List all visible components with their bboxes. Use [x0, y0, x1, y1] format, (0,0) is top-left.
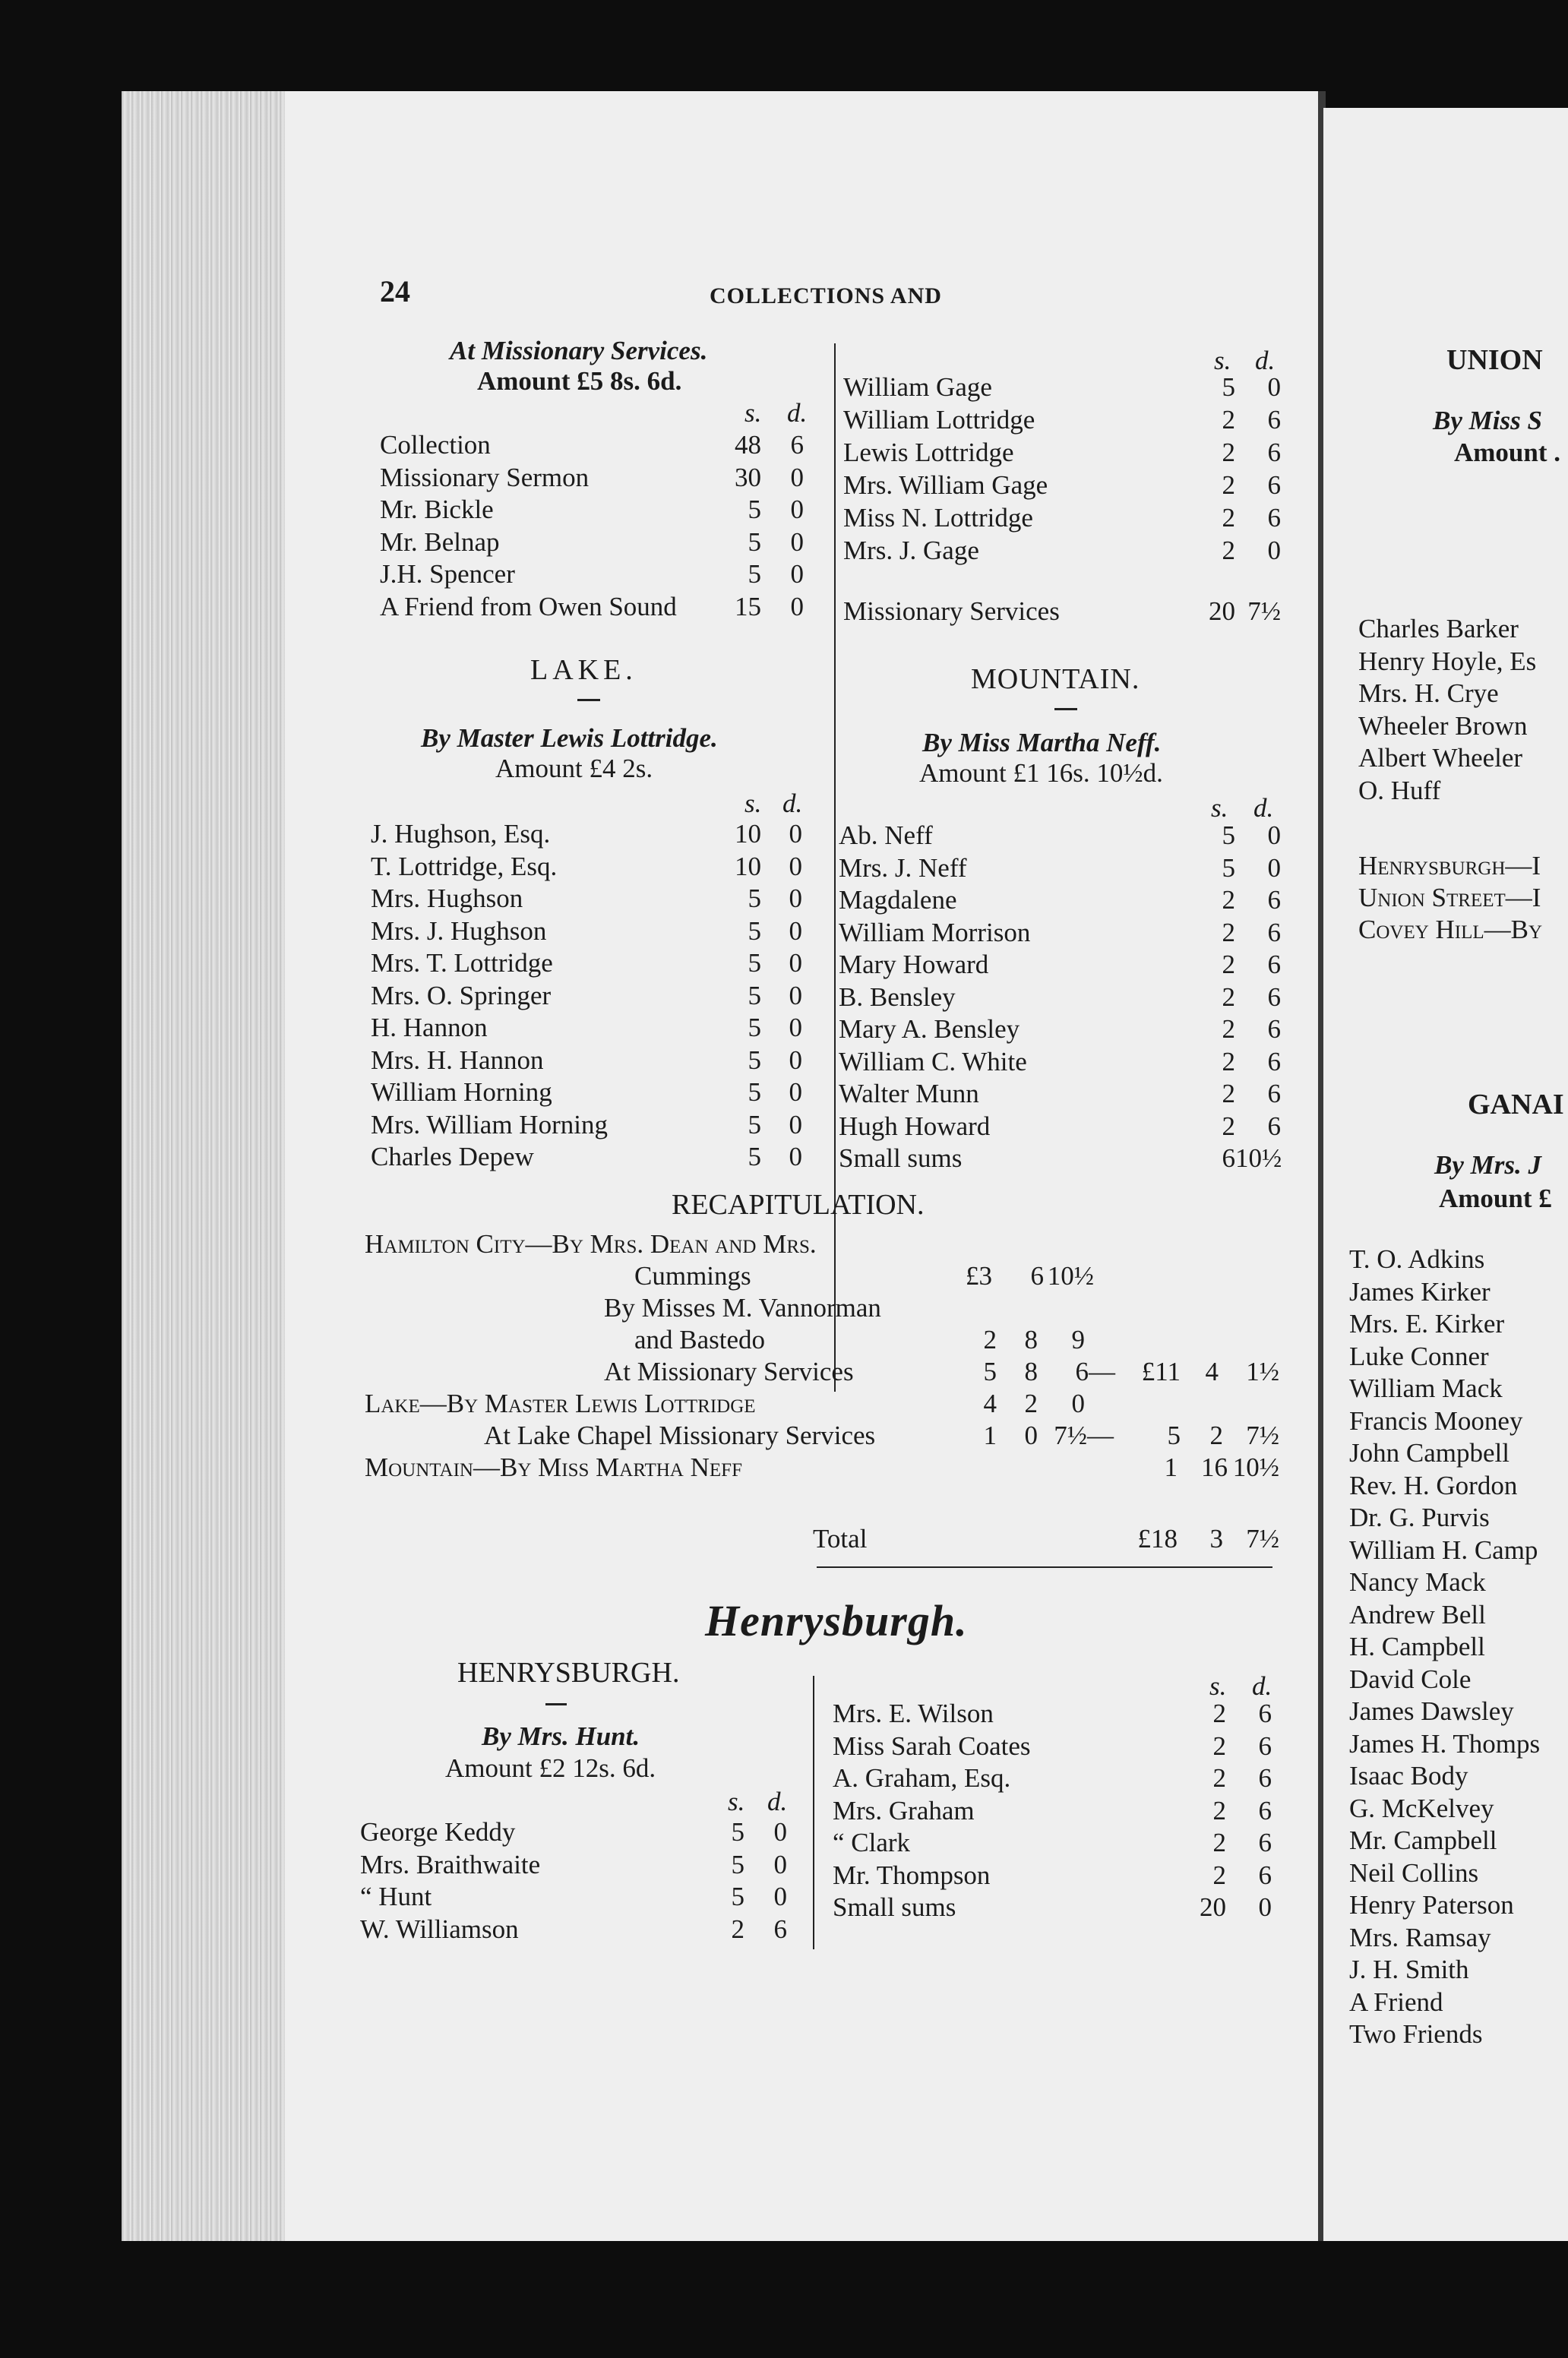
list-item-shillings: 5 [748, 1109, 761, 1139]
list-item-pence: 6 [1267, 503, 1281, 533]
list-item-shillings: 2 [1222, 981, 1235, 1012]
list-item-name: Mary Howard [839, 950, 989, 979]
list-item-pence: 6 [1258, 1699, 1272, 1728]
list-item-pence: 0 [773, 1849, 787, 1879]
list-item-pence: 6 [1267, 1111, 1281, 1141]
list-item-name: William C. White [839, 1046, 1027, 1076]
recap-rule [817, 1566, 1272, 1568]
list-item-pence: 6 [1267, 438, 1281, 467]
list-item-pence: 0 [789, 1077, 802, 1107]
list-item-name: Small sums [833, 1892, 956, 1922]
recap-lake-amount: 0 [1071, 1389, 1085, 1418]
recap-lake-amount: 5 [1167, 1421, 1181, 1450]
list-item-pence: 0 [789, 1109, 802, 1139]
missionary-title: At Missionary Services. [450, 336, 708, 365]
list-item-name: Mrs. T. Lottridge [371, 948, 553, 978]
recap-hamilton-5: At Missionary Services [604, 1357, 854, 1386]
list-item-pence: 0 [1267, 852, 1281, 883]
list-item-pence: 6 [1267, 981, 1281, 1012]
list-item-shillings: 5 [748, 980, 761, 1010]
recap-hamilton-amount: 6 [1030, 1261, 1044, 1291]
list-item-shillings: 5 [748, 1045, 761, 1075]
list-item: J. H. Smith [1349, 1955, 1469, 1984]
recap-hamilton-2: Cummings [634, 1261, 751, 1291]
mountain-col-d: d. [1253, 793, 1274, 823]
recap-hamilton-amount: 6— [1075, 1357, 1115, 1386]
union-by: By Miss S [1433, 406, 1542, 435]
list-item-shillings: 5 [731, 1817, 744, 1847]
list-item: James Dawsley [1349, 1696, 1514, 1726]
list-item-shillings: 2 [1212, 1731, 1226, 1761]
list-item: William H. Camp [1349, 1535, 1538, 1565]
list-item-name: Mrs. J. Hughson [371, 915, 547, 946]
list-item-pence: 6 [1267, 950, 1281, 979]
recap-lake-amount: 7½ [1246, 1421, 1279, 1450]
list-item-pence: 6 [1267, 1014, 1281, 1044]
recap-line: Covey Hill—By [1358, 915, 1543, 944]
list-item-name: Mr. Belnap [380, 526, 500, 557]
list-item: Henry Hoyle, Es [1358, 646, 1537, 676]
list-item-name: William Horning [371, 1077, 552, 1107]
recap-hamilton-4: and Bastedo [634, 1325, 766, 1354]
list-item-name: Walter Munn [839, 1079, 979, 1108]
henrysburgh-dash [545, 1703, 567, 1705]
list-item-pence: 0 [789, 1013, 802, 1042]
list-item: Dr. G. Purvis [1349, 1503, 1490, 1532]
list-item: Isaac Body [1349, 1761, 1468, 1791]
recap-lake-amount: 4 [983, 1389, 997, 1418]
list-item-shillings: 10 [735, 851, 761, 881]
list-item-name: “ Clark [833, 1828, 911, 1857]
list-item-name: Mrs. Braithwaite [360, 1849, 541, 1879]
list-item: John Campbell [1349, 1438, 1510, 1468]
recap-hamilton-1-text: Hamilton City—By Mrs. Dean and Mrs. [365, 1229, 817, 1259]
list-item-pence: 6 [773, 1914, 787, 1944]
henrysburgh-col-s-left: s. [728, 1787, 745, 1816]
list-item-name: William Lottridge [843, 405, 1035, 435]
list-item-shillings: 5 [1222, 820, 1235, 850]
list-item-name: Mrs. Graham [833, 1795, 975, 1825]
lake-col-s: s. [744, 789, 762, 818]
list-item: Two Friends [1349, 2019, 1483, 2049]
list-item-name: Miss Sarah Coates [833, 1731, 1031, 1761]
gage-services-s: 20 [1209, 596, 1235, 626]
missionary-col-d: d. [787, 398, 808, 428]
list-item-name: Mrs. E. Wilson [833, 1699, 994, 1728]
list-item-name: B. Bensley [839, 981, 956, 1012]
mountain-dash [1054, 708, 1077, 710]
list-item-shillings: 5 [748, 559, 761, 589]
list-item-shillings: 5 [748, 495, 761, 524]
list-item-name: Hugh Howard [839, 1111, 991, 1141]
recap-hamilton-amount: 8 [1024, 1357, 1038, 1386]
page-number: 24 [380, 274, 410, 308]
page-edges [122, 91, 285, 2241]
list-item-name: Ab. Neff [839, 820, 933, 850]
list-item: Francis Mooney [1349, 1405, 1523, 1436]
gage-col-s: s. [1214, 346, 1231, 375]
list-item-shillings: 2 [1212, 1763, 1226, 1793]
henrysburgh-col-d-left: d. [767, 1787, 788, 1816]
list-item: William Mack [1349, 1373, 1503, 1403]
recap-hamilton-amount: 5 [983, 1357, 997, 1386]
recap-lake-2: At Lake Chapel Missionary Services [484, 1421, 876, 1450]
list-item-pence: 6 [1267, 1046, 1281, 1076]
list-item-shillings: 2 [731, 1914, 744, 1944]
list-item-name: Mrs. Hughson [371, 883, 523, 913]
ganai-heading: GANAI [1468, 1089, 1564, 1121]
right-page [1323, 108, 1568, 2241]
mountain-col-s: s. [1211, 793, 1228, 823]
list-item-pence: 0 [790, 591, 804, 621]
list-item-pence: 0 [1267, 372, 1281, 402]
list-item-name: Miss N. Lottridge [843, 503, 1033, 533]
list-item-pence: 0 [789, 819, 802, 849]
list-item-name: Collection [380, 430, 491, 460]
list-item-pence: 6 [790, 430, 804, 460]
gage-col-d: d. [1255, 346, 1276, 375]
list-item-name: Mrs. J. Gage [843, 536, 979, 565]
henrysburgh-blackletter: Henrysburgh. [705, 1596, 968, 1645]
recap-hamilton-amount: 10½ [1047, 1261, 1094, 1291]
union-amount: Amount . [1454, 438, 1561, 467]
list-item-shillings: 5 [748, 883, 761, 913]
recap-mountain-amount: 1 [1164, 1452, 1178, 1482]
list-item-name: William Morrison [839, 917, 1031, 947]
list-item-pence: 0 [789, 948, 802, 978]
recap-mountain-amount: 10½ [1232, 1452, 1279, 1482]
list-item-shillings: 2 [1212, 1860, 1226, 1890]
list-item-shillings: 5 [748, 526, 761, 557]
list-item-pence: 0 [790, 462, 804, 492]
list-item: Nancy Mack [1349, 1567, 1486, 1597]
list-item-shillings: 2 [1222, 438, 1235, 467]
list-item-pence: 6 [1258, 1828, 1272, 1857]
list-item-shillings: 5 [748, 948, 761, 978]
mountain-by: By Miss Martha Neff. [922, 728, 1162, 757]
list-item-pence: 0 [789, 883, 802, 913]
list-item: David Cole [1349, 1664, 1472, 1694]
list-item-pence: 0 [790, 495, 804, 524]
recap-hamilton-1 [365, 1229, 817, 1260]
recap-total-amount: 7½ [1246, 1524, 1279, 1554]
recap-lake-amount: 1 [983, 1421, 997, 1450]
list-item-pence: 0 [789, 1045, 802, 1075]
recap-hamilton-amount: £3 [966, 1261, 992, 1291]
list-item-name: Mrs. J. Neff [839, 852, 967, 883]
recap-line: Union Street—I [1358, 883, 1541, 912]
list-item-shillings: 5 [1222, 852, 1235, 883]
recap-total-label: Total [813, 1524, 868, 1554]
list-item-shillings: 20 [1200, 1892, 1226, 1922]
list-item-name: Magdalene [839, 885, 957, 915]
list-item-pence: 0 [789, 980, 802, 1010]
list-item-pence: 0 [789, 851, 802, 881]
list-item-name: J. Hughson, Esq. [371, 819, 551, 849]
list-item-name: Mr. Thompson [833, 1860, 991, 1890]
running-header: COLLECTIONS AND [710, 283, 942, 308]
list-item-pence: 0 [773, 1817, 787, 1847]
list-item-name: Lewis Lottridge [843, 438, 1014, 467]
list-item-shillings: 5 [748, 1013, 761, 1042]
recap-heading: RECAPITULATION. [672, 1189, 925, 1221]
lake-by: By Master Lewis Lottridge. [421, 723, 718, 753]
list-item-shillings: 2 [1222, 1079, 1235, 1108]
lake-heading: LAKE. [530, 654, 637, 686]
list-item-shillings: 2 [1222, 917, 1235, 947]
list-item-name: Small sums [839, 1143, 963, 1173]
list-item-name: Mrs. William Horning [371, 1109, 608, 1139]
list-item-pence: 6 [1267, 917, 1281, 947]
list-item-shillings: 5 [1222, 372, 1235, 402]
list-item-shillings: 5 [731, 1849, 744, 1879]
list-item-pence: 0 [790, 526, 804, 557]
ganai-by: By Mrs. J [1434, 1150, 1541, 1180]
list-item: James Kirker [1349, 1276, 1491, 1307]
list-item-pence: 6 [1267, 885, 1281, 915]
recap-lake-amount: 0 [1024, 1421, 1038, 1450]
list-item: Luke Conner [1349, 1341, 1489, 1371]
list-item-pence: 6 [1258, 1763, 1272, 1793]
list-item: O. Huff [1358, 775, 1441, 805]
list-item-shillings: 15 [735, 591, 761, 621]
ganai-amount: Amount £ [1439, 1184, 1552, 1213]
list-item-pence: 0 [1267, 820, 1281, 850]
recap-line: Henrysburgh—I [1358, 851, 1541, 880]
list-item-shillings: 2 [1222, 470, 1235, 500]
missionary-col-s: s. [744, 398, 762, 428]
list-item-shillings: 2 [1222, 1111, 1235, 1141]
list-item-name: A Friend from Owen Sound [380, 591, 677, 621]
recap-hamilton-amount: £11 [1141, 1357, 1181, 1386]
henrysburgh-by: By Mrs. Hunt. [482, 1721, 640, 1751]
list-item-name: J.H. Spencer [380, 559, 515, 589]
list-item-shillings: 5 [731, 1882, 744, 1911]
list-item: Rev. H. Gordon [1349, 1470, 1518, 1500]
list-item: Henry Paterson [1349, 1890, 1514, 1920]
recap-hamilton-amount: 4 [1205, 1357, 1219, 1386]
list-item-name: Mary A. Bensley [839, 1014, 1020, 1044]
henrysburgh-heading: HENRYSBURGH. [457, 1657, 680, 1689]
list-item-name: H. Hannon [371, 1013, 488, 1042]
lake-col-d: d. [782, 789, 803, 818]
list-item-shillings: 2 [1222, 885, 1235, 915]
list-item-name: W. Williamson [360, 1914, 519, 1944]
list-item: Andrew Bell [1349, 1599, 1486, 1629]
list-item-pence: 6 [1258, 1860, 1272, 1890]
henrysburgh-amount: Amount £2 12s. 6d. [445, 1753, 656, 1783]
list-item-name: T. Lottridge, Esq. [371, 851, 558, 881]
list-item: Neil Collins [1349, 1857, 1479, 1888]
recap-hamilton-amount: 9 [1071, 1325, 1085, 1354]
mountain-amount: Amount £1 16s. 10½d. [919, 758, 1163, 788]
henrysburgh-col-s-right: s. [1209, 1671, 1227, 1701]
list-item-shillings: 48 [735, 430, 761, 460]
list-item-shillings: 2 [1212, 1699, 1226, 1728]
list-item-pence: 0 [789, 915, 802, 946]
list-item: Mr. Campbell [1349, 1825, 1497, 1855]
list-item-shillings: 10 [735, 819, 761, 849]
list-item: G. McKelvey [1349, 1793, 1494, 1823]
list-item-pence: 0 [790, 559, 804, 589]
lake-amount: Amount £4 2s. [495, 754, 653, 783]
column-divider-bottom [813, 1676, 814, 1949]
list-item-shillings: 2 [1222, 1046, 1235, 1076]
union-heading: UNION [1446, 344, 1543, 376]
list-item-pence: 0 [1258, 1892, 1272, 1922]
recap-lake-1: Lake—By Master Lewis Lottridge [365, 1389, 756, 1418]
list-item-pence: 10½ [1235, 1143, 1282, 1173]
list-item-name: “ Hunt [360, 1882, 432, 1911]
recap-hamilton-amount: 2 [983, 1325, 997, 1354]
list-item-pence: 0 [1267, 536, 1281, 565]
gage-services-d: 7½ [1247, 596, 1281, 626]
list-item-name: Mrs. William Gage [843, 470, 1048, 500]
list-item-pence: 0 [789, 1142, 802, 1171]
lake-dash [577, 699, 600, 701]
mountain-heading: MOUNTAIN. [971, 663, 1140, 695]
list-item: Mrs. H. Crye [1358, 678, 1499, 708]
list-item-pence: 6 [1267, 470, 1281, 500]
recap-hamilton-3: By Misses M. Vannorman [604, 1293, 881, 1323]
list-item-name: A. Graham, Esq. [833, 1763, 1011, 1793]
list-item-pence: 6 [1258, 1795, 1272, 1825]
list-item-pence: 6 [1267, 1079, 1281, 1108]
list-item-name: William Gage [843, 372, 992, 402]
list-item: Charles Barker [1358, 614, 1519, 643]
list-item-shillings: 2 [1212, 1828, 1226, 1857]
list-item-shillings: 2 [1222, 950, 1235, 979]
recap-lake-amount: 7½— [1054, 1421, 1114, 1450]
list-item: James H. Thomps [1349, 1728, 1541, 1759]
list-item-name: Mrs. H. Hannon [371, 1045, 544, 1075]
recap-hamilton-amount: 1½ [1246, 1357, 1279, 1386]
list-item-name: Missionary Sermon [380, 462, 590, 492]
recap-mountain: Mountain—By Miss Martha Neff [365, 1452, 742, 1482]
recap-hamilton-amount: 8 [1024, 1325, 1038, 1354]
list-item-pence: 0 [773, 1882, 787, 1911]
missionary-amount: Amount £5 8s. 6d. [477, 366, 682, 396]
list-item-name: Mrs. O. Springer [371, 980, 552, 1010]
list-item-shillings: 2 [1222, 536, 1235, 565]
list-item-shillings: 2 [1212, 1795, 1226, 1825]
list-item-shillings: 2 [1222, 405, 1235, 435]
list-item-shillings: 5 [748, 1142, 761, 1171]
gage-services-label: Missionary Services [843, 596, 1060, 626]
list-item: Albert Wheeler [1358, 743, 1523, 773]
henrysburgh-col-d-right: d. [1252, 1671, 1272, 1701]
list-item-shillings: 30 [735, 462, 761, 492]
recap-mountain-amount: 16 [1201, 1452, 1228, 1482]
list-item: Mrs. E. Kirker [1349, 1309, 1505, 1339]
list-item-shillings: 6 [1222, 1143, 1235, 1173]
list-item: A Friend [1349, 1987, 1443, 2017]
list-item-pence: 6 [1258, 1731, 1272, 1761]
recap-lake-amount: 2 [1209, 1421, 1223, 1450]
list-item-shillings: 5 [748, 915, 761, 946]
list-item-pence: 6 [1267, 405, 1281, 435]
recap-total-amount: £18 [1137, 1524, 1178, 1554]
list-item-shillings: 2 [1222, 1014, 1235, 1044]
recap-total-amount: 3 [1209, 1524, 1223, 1554]
list-item: Wheeler Brown [1358, 710, 1528, 741]
list-item-shillings: 5 [748, 1077, 761, 1107]
list-item-name: George Keddy [360, 1817, 516, 1847]
list-item: T. O. Adkins [1349, 1244, 1485, 1274]
list-item: H. Campbell [1349, 1632, 1485, 1661]
list-item: Mrs. Ramsay [1349, 1922, 1491, 1952]
list-item-shillings: 2 [1222, 503, 1235, 533]
list-item-name: Charles Depew [371, 1142, 534, 1171]
list-item-name: Mr. Bickle [380, 495, 494, 524]
column-divider-top [834, 343, 836, 1392]
recap-lake-amount: 2 [1024, 1389, 1038, 1418]
